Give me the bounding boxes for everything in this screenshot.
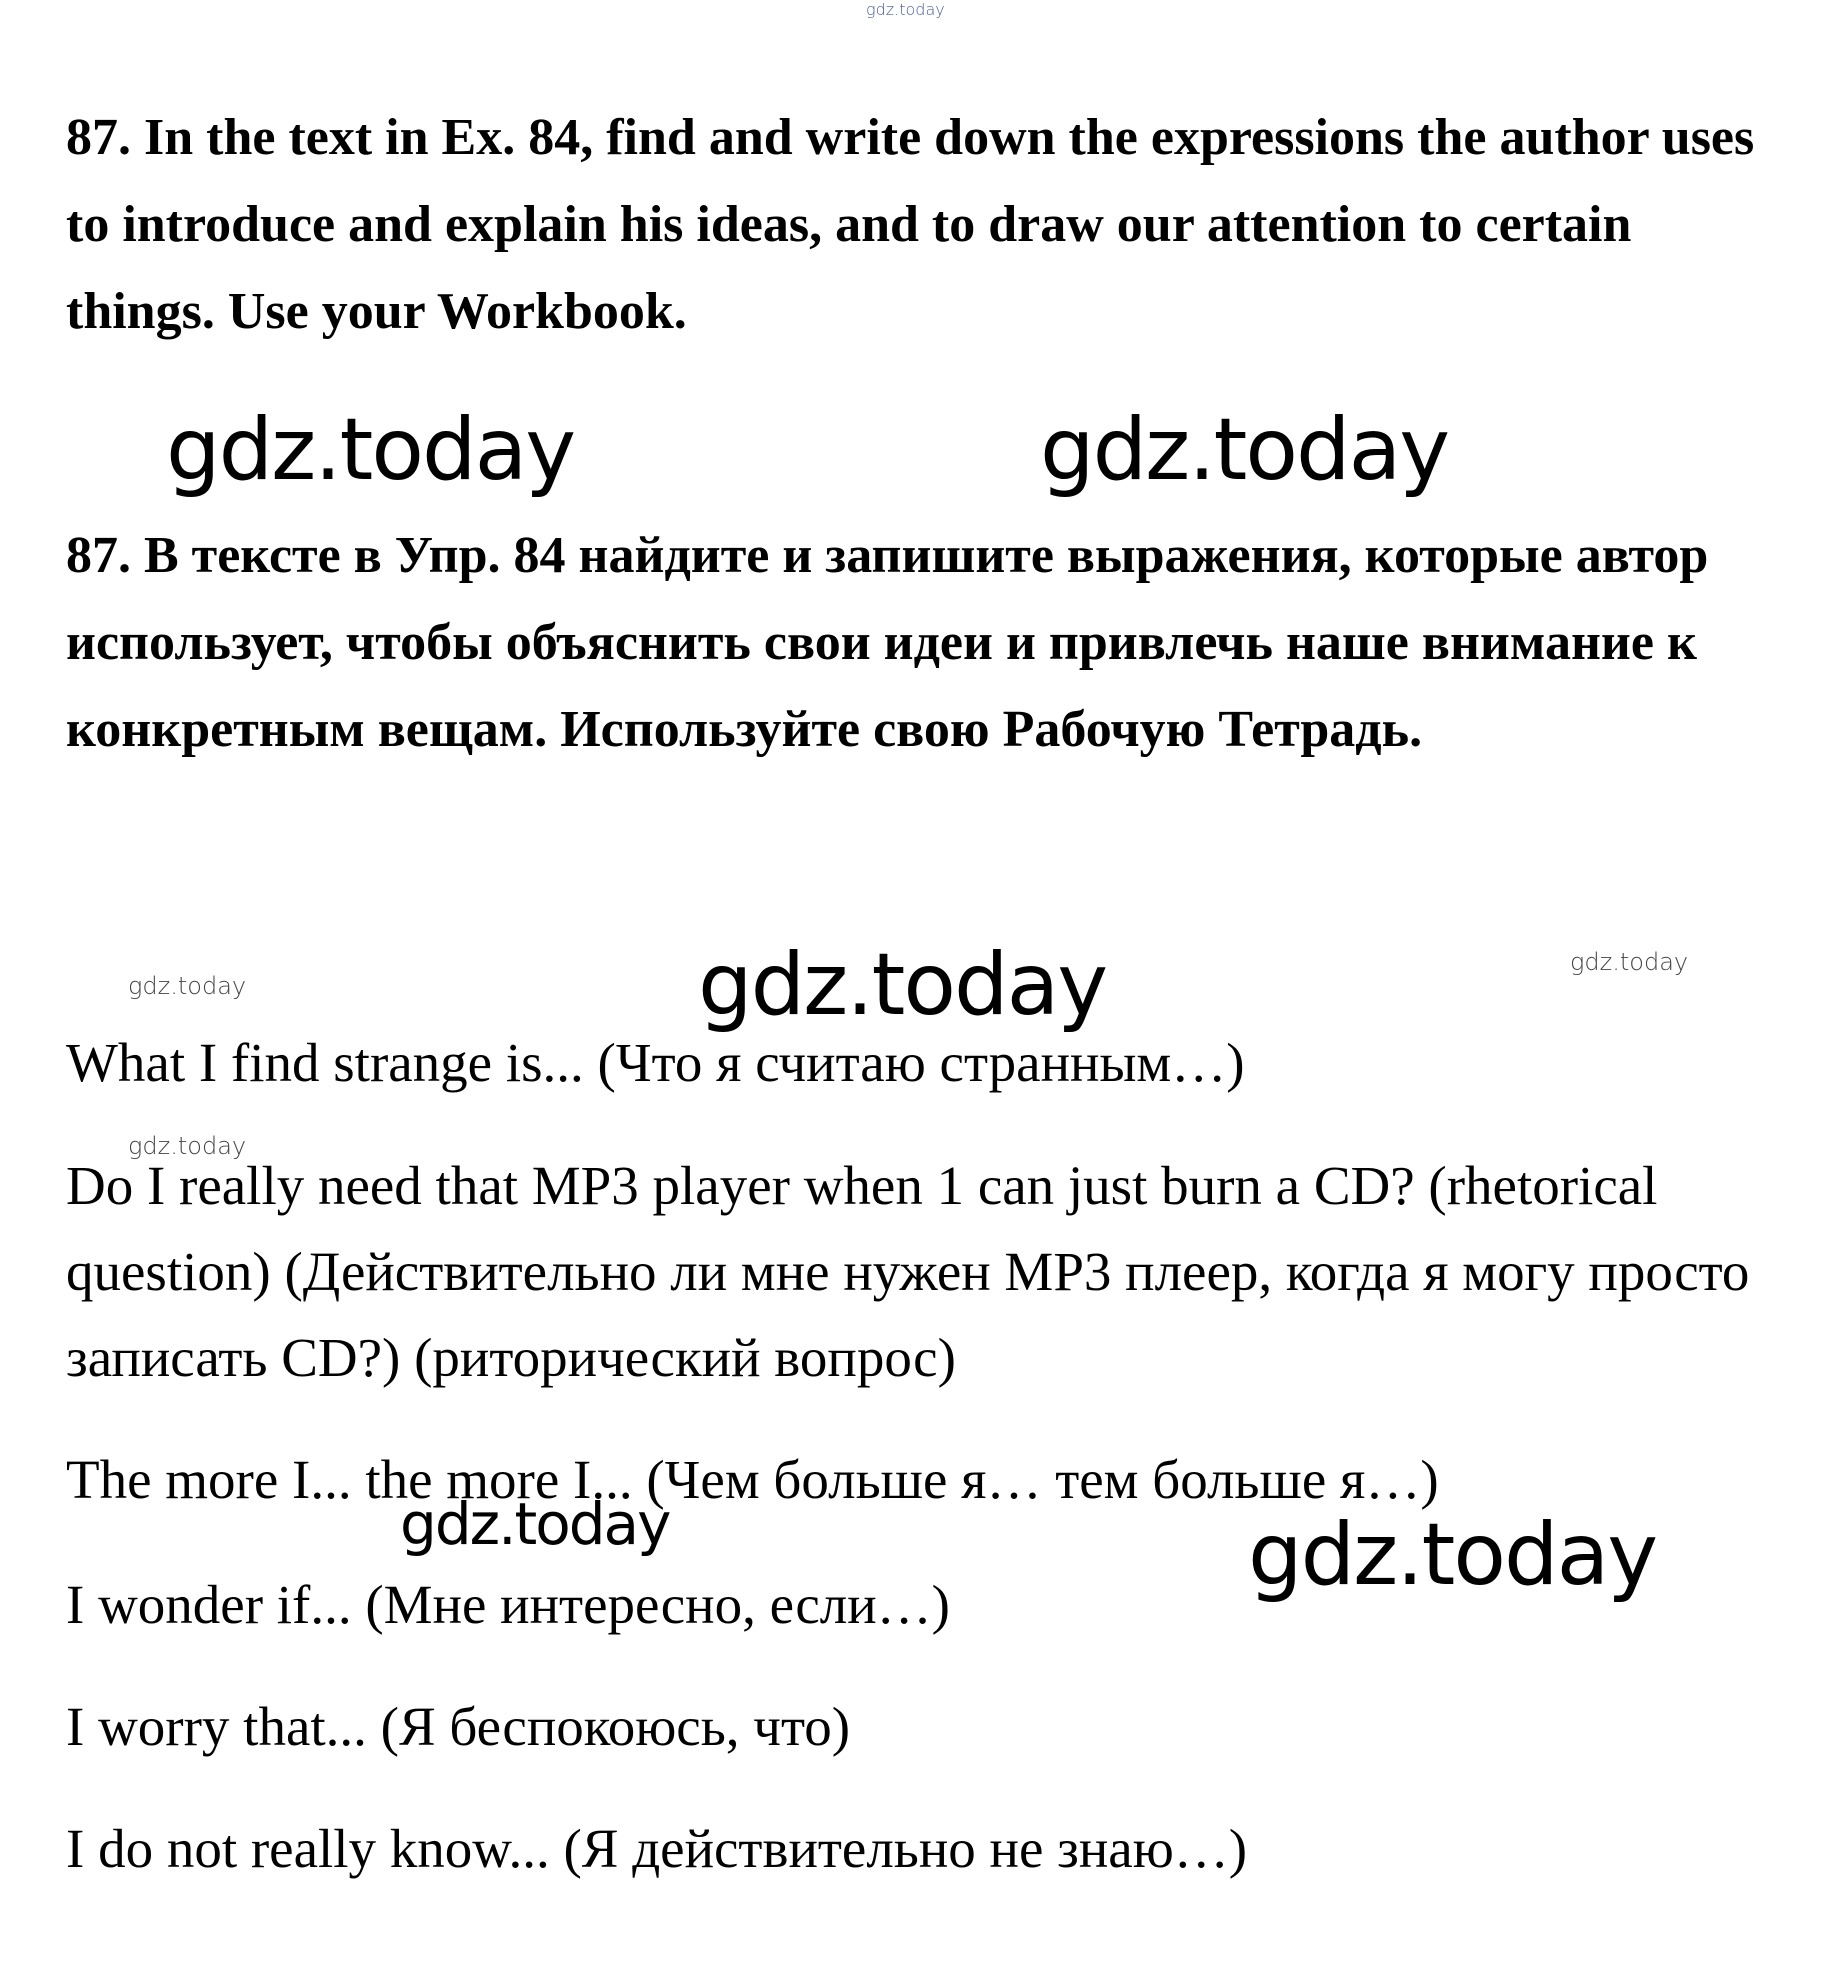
watermark-large-1: gdz.today xyxy=(166,400,575,500)
watermark-large-2: gdz.today xyxy=(1040,400,1449,500)
answer-item-2: Do I really need that MP3 player when 1 can just burn a CD? (rhetorical question) (Действительно ли мне нужен MP3 плеер, когда я могу просто записать CD?) (риторический вопрос) xyxy=(66,1155,1750,1388)
watermark-top: gdz.today xyxy=(866,0,945,19)
task-english: 87. In the text in Ex. 84, find and write down the expressions the author uses to introduce and explain his ideas, and to draw our attention to certain things. Use your Workbook. xyxy=(66,109,1755,340)
answer-item-3: The more I... the more I... (Чем больше я… тем больше я…) xyxy=(66,1449,1439,1510)
answer-item-6: I do not really know... (Я действительно не знаю…) xyxy=(66,1818,1248,1879)
answer-item-4: I wonder if... (Мне интересно, если…) xyxy=(66,1574,951,1635)
watermark-small-3: gdz.today xyxy=(128,1132,247,1160)
watermark-large-4: gdz.today xyxy=(400,1490,670,1558)
watermark-small-2: gdz.today xyxy=(1570,948,1689,976)
answer-item-5: I worry that... (Я беспокоюсь, что) xyxy=(66,1696,851,1757)
watermark-large-3: gdz.today xyxy=(698,935,1107,1035)
answer-item-1: What I find strange is... (Что я считаю странным…) xyxy=(66,1032,1245,1093)
watermark-large-5: gdz.today xyxy=(1248,1505,1657,1605)
watermark-small-1: gdz.today xyxy=(128,972,247,1000)
task-russian: 87. В тексте в Упр. 84 найдите и запишите выражения, которые автор использует, чтобы объяснить свои идеи и привлечь наше внимание к конкретным вещам. Используйте свою Рабочую Тетрадь. xyxy=(66,527,1709,758)
